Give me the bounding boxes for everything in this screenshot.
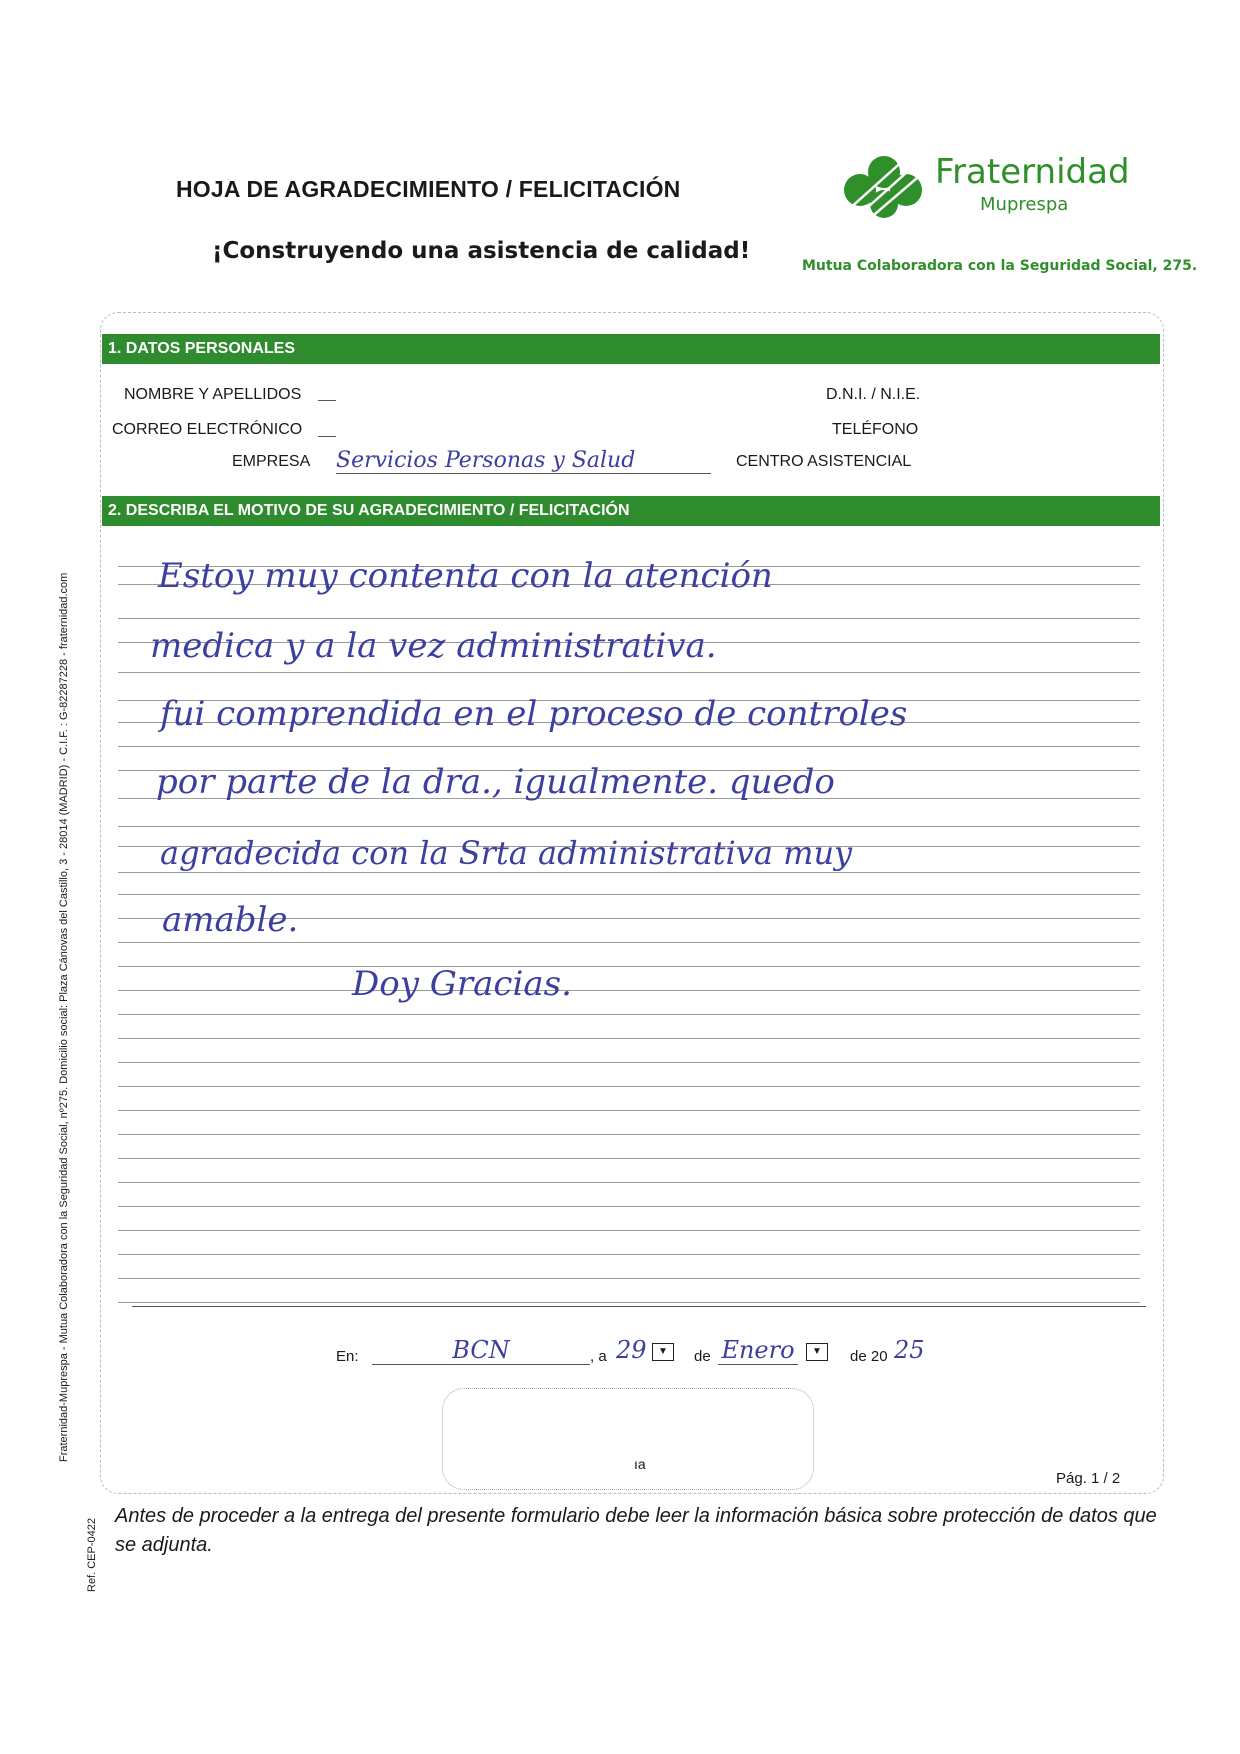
mutua-text: Mutua Colaboradora con la Seguridad Social, 275. bbox=[802, 258, 1198, 274]
centro-label: CENTRO ASISTENCIAL bbox=[736, 453, 912, 470]
form-subtitle: ¡Construyendo una asistencia de calidad! bbox=[212, 238, 751, 264]
ruled-line bbox=[118, 1182, 1140, 1183]
ruled-line bbox=[118, 894, 1140, 895]
dni-label: D.N.I. / N.I.E. bbox=[826, 386, 921, 403]
reference-code: Ref. CEP-0422 bbox=[86, 1518, 98, 1592]
signature-label: ıa bbox=[634, 1456, 646, 1472]
signature-box[interactable] bbox=[442, 1388, 814, 1490]
section2-heading: 2. DESCRIBA EL MOTIVO DE SU AGRADECIMIENTO / FELICITACIÓN bbox=[102, 496, 1160, 526]
ruled-line bbox=[118, 672, 1140, 673]
ruled-line bbox=[118, 1158, 1140, 1159]
message-line-3: fui comprendida en el proceso de controles bbox=[160, 694, 908, 734]
chevron-down-icon: ▼ bbox=[806, 1343, 828, 1361]
message-line-7: Doy Gracias. bbox=[352, 964, 572, 1004]
ruled-line bbox=[118, 1110, 1140, 1111]
nombre-field[interactable] bbox=[318, 400, 336, 401]
ruled-line bbox=[118, 966, 1140, 967]
brand-subname: Muprespa bbox=[980, 194, 1069, 215]
telefono-label: TELÉFONO bbox=[832, 421, 919, 438]
ruled-line bbox=[118, 1014, 1140, 1015]
month-field[interactable]: Enero bbox=[718, 1336, 798, 1365]
ruled-line bbox=[118, 1062, 1140, 1063]
de20-label: de 20 bbox=[850, 1348, 888, 1365]
a-label: , a bbox=[590, 1348, 607, 1365]
ruled-line bbox=[118, 1038, 1140, 1039]
nombre-label: NOMBRE Y APELLIDOS bbox=[124, 386, 302, 403]
ruled-line bbox=[118, 1302, 1140, 1303]
ruled-line bbox=[118, 872, 1140, 873]
empresa-field[interactable]: Servicios Personas y Salud bbox=[336, 448, 711, 474]
year-field[interactable]: 25 bbox=[894, 1336, 925, 1364]
ruled-line bbox=[118, 618, 1140, 619]
ruled-line bbox=[118, 826, 1140, 827]
ruled-line bbox=[118, 942, 1140, 943]
day-field[interactable]: 29 bbox=[616, 1336, 647, 1364]
message-line-2: medica y a la vez administrativa. bbox=[150, 626, 717, 666]
ruled-line bbox=[118, 1086, 1140, 1087]
brand-name: Fraternidad bbox=[935, 152, 1130, 192]
side-legal-text: Fraternidad-Muprespa - Mutua Colaboradora con la Seguridad Social, nº275. Domicilio social: Plaza Cánovas del Castillo, 3 - 28014 (MADRID) - C.I.F. : G-82287228 - fraternidad.com bbox=[58, 572, 70, 1462]
ruled-line bbox=[118, 1230, 1140, 1231]
month-dropdown[interactable] bbox=[806, 1343, 828, 1361]
chevron-down-icon: ▼ bbox=[652, 1343, 674, 1361]
page-number: Pág. 1 / 2 bbox=[1056, 1470, 1121, 1487]
ruled-line bbox=[118, 1206, 1140, 1207]
ruled-line bbox=[118, 1134, 1140, 1135]
ruled-line bbox=[118, 746, 1140, 747]
ruled-line bbox=[118, 990, 1140, 991]
section1-heading: 1. DATOS PERSONALES bbox=[102, 334, 1160, 364]
message-line-6: amable. bbox=[162, 900, 299, 940]
empresa-label: EMPRESA bbox=[232, 453, 311, 470]
fraternidad-logo-icon bbox=[836, 150, 931, 220]
day-dropdown[interactable] bbox=[652, 1343, 674, 1361]
message-line-4: por parte de la dra., igualmente. quedo bbox=[156, 762, 835, 802]
de-label: de bbox=[694, 1348, 711, 1365]
correo-label: CORREO ELECTRÓNICO bbox=[112, 421, 303, 438]
correo-field[interactable] bbox=[318, 436, 336, 437]
ruled-line bbox=[118, 1278, 1140, 1279]
en-label: En: bbox=[336, 1348, 359, 1365]
closing-line bbox=[132, 1306, 1146, 1307]
message-line-1: Estoy muy contenta con la atención bbox=[158, 556, 773, 596]
city-field[interactable]: BCN bbox=[372, 1336, 590, 1365]
privacy-notice: Antes de proceder a la entrega del presente formulario debe leer la información básica sobre protección de datos que se adjunta. bbox=[115, 1505, 1157, 1556]
form-title: HOJA DE AGRADECIMIENTO / FELICITACIÓN bbox=[176, 176, 681, 202]
message-line-5: agradecida con la Srta administrativa muy bbox=[160, 834, 853, 872]
ruled-line bbox=[118, 1254, 1140, 1255]
